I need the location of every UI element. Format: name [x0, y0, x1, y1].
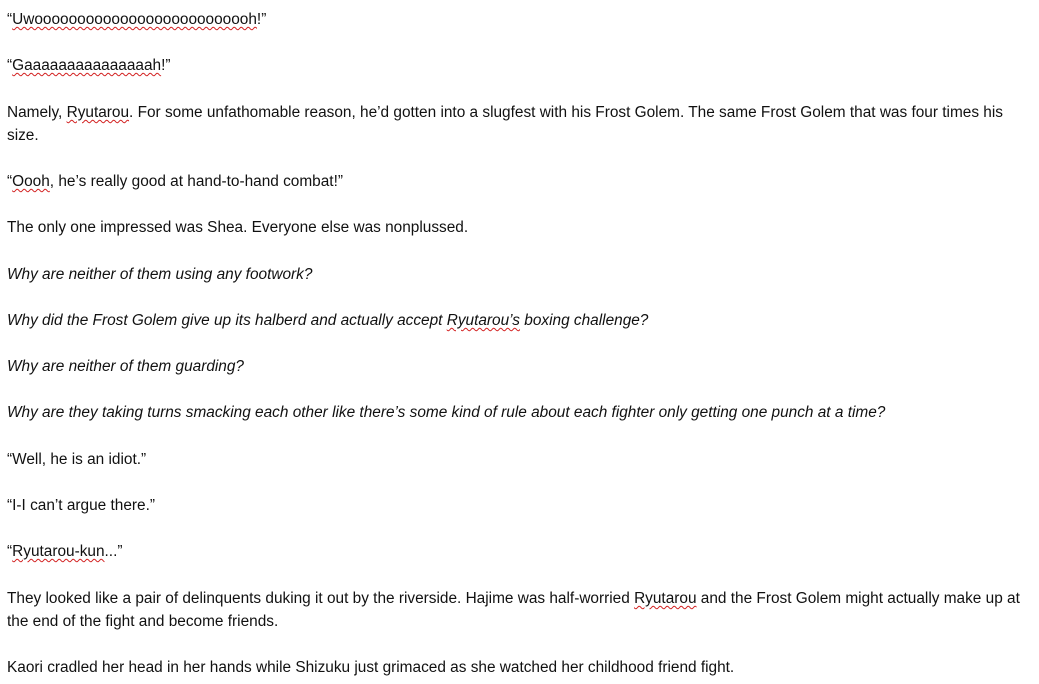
spellcheck-flagged-word[interactable]: Ryutarou-kun — [12, 543, 105, 560]
text-run: !” — [256, 11, 267, 28]
paragraph-2 — [7, 54, 1037, 77]
text-run: Why did the Frost Golem give up its halberd and actually accept — [7, 312, 447, 329]
paragraph-6 — [7, 263, 1037, 286]
text-run: ...” — [104, 543, 123, 560]
paragraph-7 — [7, 309, 1037, 332]
text-run: Kaori cradled her head in her hands while Shizuku just grimaced as she watched her childhood friend fight. — [7, 659, 735, 676]
paragraph-9 — [7, 401, 1037, 424]
text-run: The only one impressed was Shea. Everyone else was nonplussed. — [7, 219, 469, 236]
text-run: “I-I can’t argue there.” — [7, 497, 155, 514]
text-run: and the Frost Golem might actually make up at the end of the fight and become friends. — [7, 590, 1020, 630]
text-run: “Well, he is an idiot.” — [7, 451, 147, 468]
text-run: Why are they taking turns smacking each other like there’s some kind of rule about each fighter only getting one punch at a time? — [7, 404, 886, 421]
paragraph-14 — [7, 656, 1037, 679]
text-run: !” — [161, 57, 171, 74]
text-run: Namely, — [7, 104, 67, 121]
paragraph-1 — [7, 8, 1037, 31]
text-run: They looked like a pair of delinquents duking it out by the riverside. Hajime was half-worried — [7, 590, 635, 607]
paragraph-3 — [7, 101, 1037, 147]
spellcheck-flagged-word[interactable]: Ryutarou — [66, 104, 130, 121]
spellcheck-flagged-word[interactable]: Gaaaaaaaaaaaaaaah — [12, 57, 162, 74]
text-run: boxing challenge? — [520, 312, 649, 329]
paragraph-13 — [7, 587, 1037, 633]
text-run: Why are neither of them using any footwork? — [7, 266, 313, 283]
paragraph-4 — [7, 170, 1037, 193]
text-run: , he’s really good at hand-to-hand combat!” — [49, 173, 343, 190]
paragraph-10 — [7, 448, 1037, 471]
text-run: “ — [7, 11, 13, 28]
text-run: “ — [7, 543, 13, 560]
paragraph-12 — [7, 540, 1037, 563]
spellcheck-flagged-word[interactable]: Oooh — [12, 173, 50, 190]
spellcheck-flagged-word[interactable]: Ryutarou — [634, 590, 697, 607]
spellcheck-flagged-word[interactable]: Ryutarou’s — [446, 312, 521, 329]
text-run: “ — [7, 173, 13, 190]
paragraph-8 — [7, 355, 1037, 378]
paragraph-11 — [7, 494, 1037, 517]
text-run: . For some unfathomable reason, he’d gotten into a slugfest with his Frost Golem. The same Frost Golem that was four times his size. — [7, 104, 1003, 144]
text-run: Why are neither of them guarding? — [7, 358, 244, 375]
text-run: “ — [7, 57, 13, 74]
spellcheck-flagged-word[interactable]: Uwoooooooooooooooooooooooooh — [12, 11, 257, 28]
paragraph-5 — [7, 216, 1037, 239]
